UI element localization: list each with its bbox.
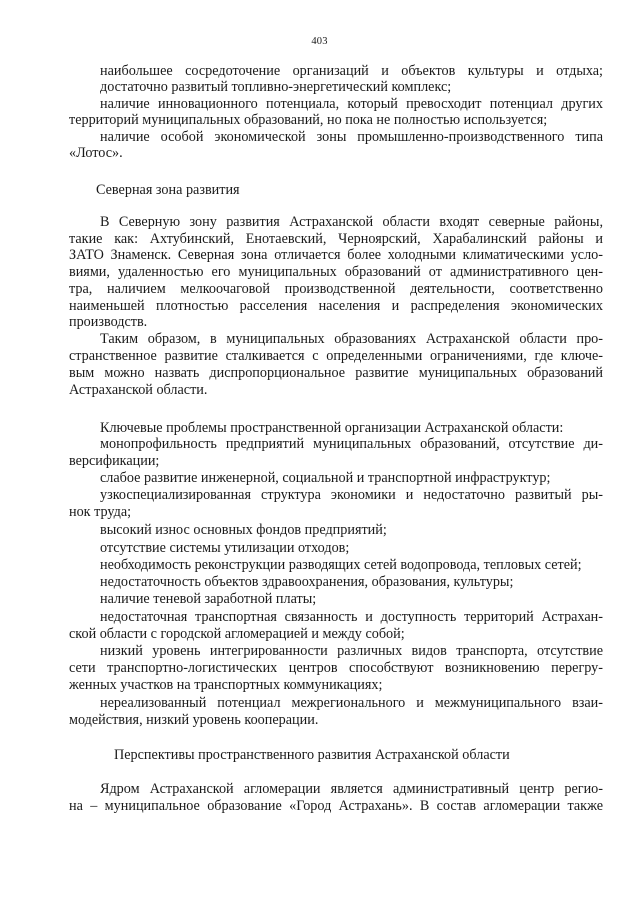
text-line: наличие инновационного потенциала, который превосходит потенциал других <box>100 96 603 112</box>
section-heading: Перспективы пространственного развития Астраханской области <box>114 747 510 763</box>
text-line: ЗАТО Знаменск. Северная зона отличается более холодными климатическими усло- <box>69 247 603 263</box>
text-line: тра, наличием мелкоочаговой производственной деятельности, соответственно <box>69 281 603 297</box>
list-item-cont: ской области с городской агломерацией и между собой; <box>69 626 405 642</box>
text-line: странственное развитие сталкивается с определенными ограничениями, где ключе- <box>69 348 603 364</box>
text-line: Ключевые проблемы пространственной организации Астраханской области: <box>100 420 564 436</box>
text-line: производств. <box>69 314 148 330</box>
text-line: «Лотос». <box>69 145 123 161</box>
list-item: слабое развитие инженерной, социальной и транспортной инфраструктур; <box>100 470 551 486</box>
list-item: высокий износ основных фондов предприятий; <box>100 522 387 538</box>
text-line: В Северную зону развития Астраханской области входят северные районы, <box>100 214 603 230</box>
list-item: низкий уровень интегрированности различных видов транспорта, отсутствие <box>100 643 603 659</box>
text-line: наибольшее сосредоточение организаций и объектов культуры и отдыха; <box>100 63 603 79</box>
text-line: наличие особой экономической зоны промышленно-производственного типа <box>100 129 603 145</box>
text-line: такие как: Ахтубинский, Енотаевский, Черноярский, Харабалинский районы и <box>69 231 603 247</box>
list-item-cont: нок труда; <box>69 504 132 520</box>
text-line: на – муниципальное образование «Город Астрахань». В состав агломерации также <box>69 798 603 814</box>
text-line: Таким образом, в муниципальных образованиях Астраханской области про- <box>100 331 603 347</box>
list-item-cont: женных участков на транспортных коммуникациях; <box>69 677 383 693</box>
text-line: территорий муниципальных образований, но пока не полностью используется; <box>69 112 548 128</box>
list-item: нереализованный потенциал межрегионального и межмуниципального взаи- <box>100 695 603 711</box>
text-line: Ядром Астраханской агломерации является административный центр регио- <box>100 781 603 797</box>
text-line: Астраханской области. <box>69 382 208 398</box>
page-number: 403 <box>311 36 328 47</box>
text-line: виями, удаленностью его муниципальных образований от административного цен- <box>69 264 603 280</box>
list-item: недостаточность объектов здравоохранения, образования, культуры; <box>100 574 514 590</box>
list-item: узкоспециализированная структура экономики и недостаточно развитый ры- <box>100 487 603 503</box>
list-item: монопрофильность предприятий муниципальных образований, отсутствие ди- <box>100 436 603 452</box>
list-item-cont: версификации; <box>69 453 160 469</box>
list-item: необходимость реконструкции разводящих сетей водопровода, тепловых сетей; <box>100 557 582 573</box>
list-item-cont: сети транспортно-логистических центров способствуют возникновению перегру- <box>69 660 603 676</box>
section-heading: Северная зона развития <box>96 182 240 198</box>
list-item: отсутствие системы утилизации отходов; <box>100 540 350 556</box>
text-line: вым можно назвать диспропорциональное развитие муниципальных образований <box>69 365 603 381</box>
text-line: достаточно развитый топливно-энергетический комплекс; <box>100 79 452 95</box>
list-item: недостаточная транспортная связанность и доступность территорий Астрахан- <box>100 609 603 625</box>
list-item: наличие теневой заработной платы; <box>100 591 317 607</box>
list-item-cont: модействия, низкий уровень кооперации. <box>69 712 319 728</box>
text-line: наименьшей плотностью расселения населения и распределения экономических <box>69 298 603 314</box>
